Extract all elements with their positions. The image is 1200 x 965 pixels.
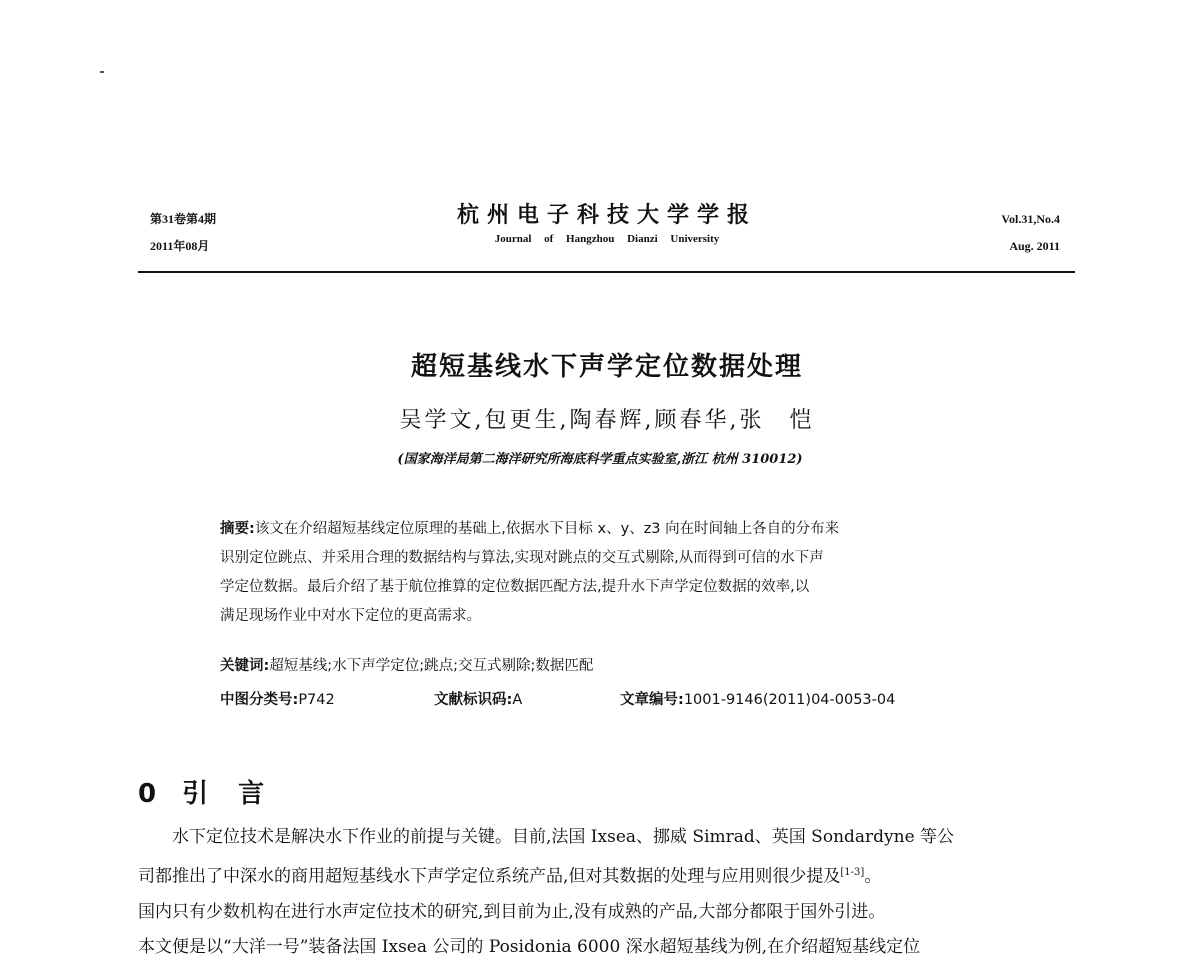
volume-en: Vol.31,No.4	[1001, 212, 1060, 226]
abstract-line: 满足现场作业中对水下定位的更高需求。	[220, 608, 481, 624]
abstract	[220, 515, 1000, 631]
keywords-value: 超短基线;水下声学定位;跳点;交互式剔除;数据匹配	[269, 658, 594, 674]
citation: [1-3]	[840, 867, 865, 878]
abstract-line: 识别定位跳点、并采用合理的数据结构与算法,实现对跳点的交互式剔除,从而得到可信的水下声	[220, 550, 824, 566]
scan-speck	[100, 71, 104, 73]
journal-title-cn: 杭州电子科技大学学报	[456, 202, 757, 228]
header-rule	[138, 271, 1075, 273]
keywords-label: 关键词:	[220, 658, 270, 674]
document-code: 文献标识码:A	[434, 692, 523, 708]
article-authors: 吴学文,包更生,陶春辉,顾春华,张 恺	[399, 408, 815, 433]
article-title: 超短基线水下声学定位数据处理	[410, 352, 803, 382]
abstract-line: 摘要:该文在介绍超短基线定位原理的基础上,依据水下目标 x、y、z3 向在时间轴上各自的分布来	[220, 521, 840, 537]
section-number: 0	[138, 779, 157, 809]
header-right	[1001, 206, 1060, 260]
section-heading	[138, 773, 294, 810]
abstract-line: 学定位数据。最后介绍了基于航位推算的定位数据匹配方法,提升水下声学定位数据的效率,以	[220, 579, 810, 595]
body-line: 水下定位技术是解决水下作业的前提与关键。目前,法国 Ixsea、挪威 Simrad、英国 Sondardyne 等公	[172, 827, 955, 847]
article-number: 文章编号:1001-9146(2011)04-0053-04	[620, 692, 896, 708]
body-line: 国内只有少数机构在进行水声定位技术的研究,到目前为止,没有成熟的产品,大部分都限于国外引进。	[138, 901, 886, 922]
keywords	[220, 652, 593, 681]
section-title: 引言	[182, 779, 295, 809]
body-text	[138, 820, 1068, 965]
journal-title-en: Journal of Hangzhou Dianzi University	[494, 233, 720, 245]
clc-number: 中图分类号:P742	[220, 692, 335, 708]
volume-issue: 第31卷第4期	[150, 212, 217, 226]
issue-date-en: Aug. 2011	[1009, 239, 1060, 253]
issue-date-cn: 2011年08月	[150, 239, 210, 253]
body-line: 司都推出了中深水的商用超短基线水下声学定位系统产品,但对其数据的处理与应用则很少提及[1-3]。	[138, 866, 882, 887]
abstract-label: 摘要:	[220, 521, 255, 537]
body-line: 本文便是以“大洋一号”装备法国 Ixsea 公司的 Posidonia 6000 深水超短基线为例,在介绍超短基线定位	[138, 936, 921, 957]
article-affiliation: (国家海洋局第二海洋研究所海底科学重点实验室,浙江 杭州 310012)	[397, 452, 803, 467]
